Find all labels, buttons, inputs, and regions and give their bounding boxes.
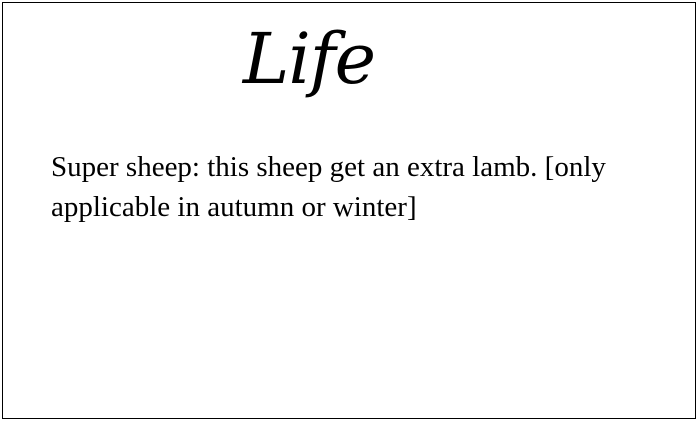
card-title: Life <box>242 18 376 100</box>
game-card <box>2 2 696 419</box>
card-description: Super sheep: this sheep get an extra lamb. [only applicable in autumn or winter] <box>51 151 606 223</box>
